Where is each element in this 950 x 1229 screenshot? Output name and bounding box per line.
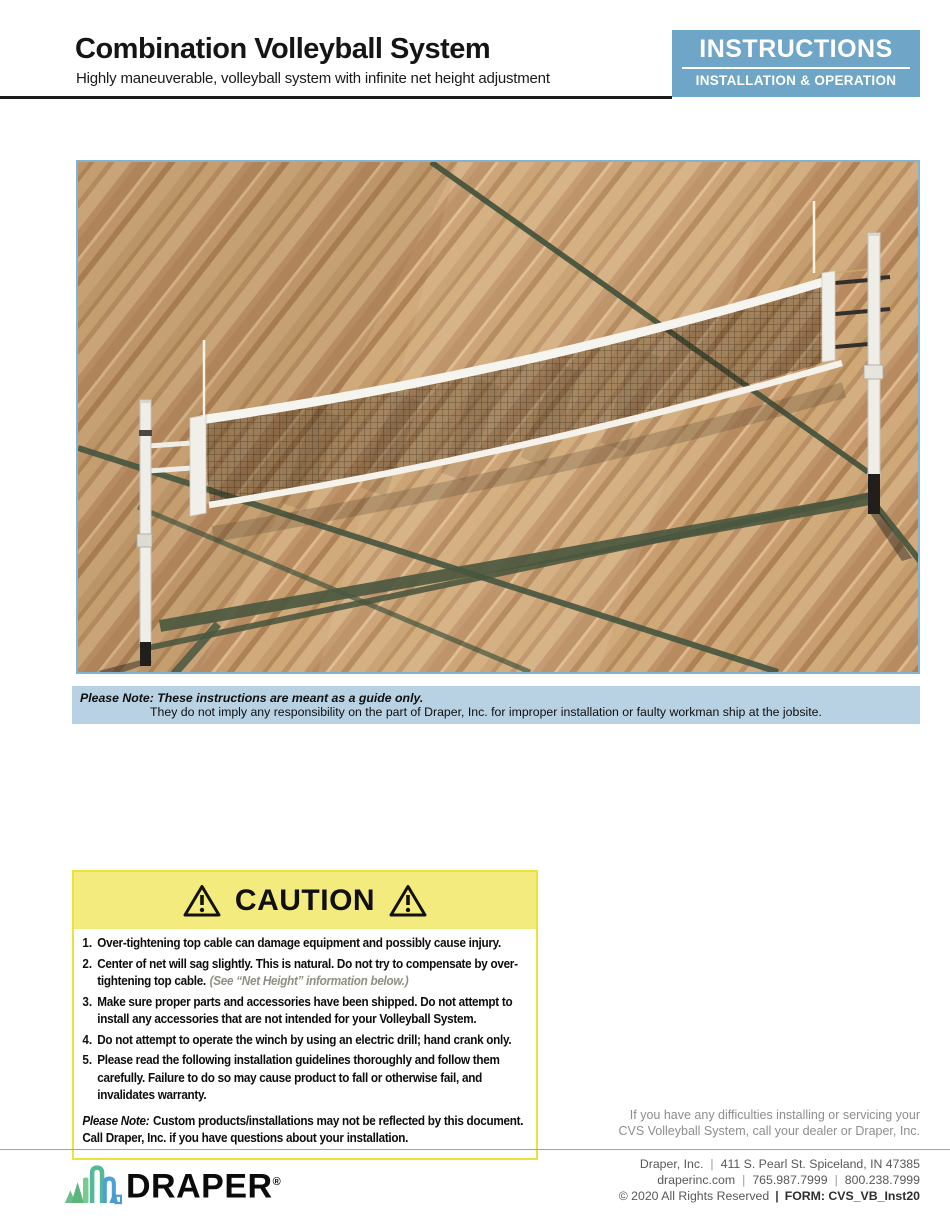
badge-title: INSTRUCTIONS (682, 33, 910, 69)
separator: | (834, 1173, 838, 1187)
footer-rule (0, 1149, 950, 1150)
contact-phone-line (619, 1172, 920, 1188)
caution-item-main: Please read the following installation guidelines thoroughly and follow them carefully. Failure to do so may cause product to fall or otherwise fail, and invalidates warranty. (97, 1053, 500, 1102)
caution-item (82, 1032, 530, 1050)
caution-box (72, 870, 538, 1160)
warning-triangle-icon (389, 884, 427, 918)
left-winch (137, 534, 152, 547)
contact-copyright-line (619, 1188, 920, 1204)
caution-footnote-text: Custom products/installations may not be reflected by this document. Call Draper, Inc. if you have questions about your installation. (82, 1113, 524, 1145)
caution-item-number: 2. (82, 956, 93, 971)
caution-footnote-label: Please Note: (82, 1113, 150, 1128)
caution-header (74, 872, 536, 929)
brand-wordmark (126, 1160, 281, 1208)
caution-title: CAUTION (234, 883, 376, 917)
draper-logo (64, 1160, 281, 1208)
caution-item-text (97, 1052, 530, 1105)
copyright-text: © 2020 All Rights Reserved (618, 1189, 770, 1203)
instructions-badge (672, 30, 920, 97)
contact-address-line (619, 1156, 920, 1172)
note-line1: Please Note: These instructions are meant as a guide only. (80, 691, 424, 705)
caution-item-number: 4. (82, 1032, 93, 1047)
phone-local: 765.987.7999 (752, 1173, 828, 1187)
separator: | (775, 1189, 779, 1203)
caution-item-number: 3. (82, 994, 93, 1009)
caution-list (74, 935, 536, 1105)
caution-item-main: Make sure proper parts and accessories have been shipped. Do not attempt to install any accessories that are not intended for your Volleyball System. (97, 994, 513, 1026)
right-winch (864, 365, 883, 379)
hero-court-image (76, 160, 920, 674)
form-number: FORM: CVS_VB_Inst20 (784, 1189, 920, 1203)
caution-item-text (97, 956, 530, 991)
badge-subtitle: INSTALLATION & OPERATION (695, 73, 897, 88)
warning-triangle-icon (183, 884, 221, 918)
caution-item-text (97, 1032, 530, 1050)
caution-body (74, 935, 536, 1148)
caution-item (82, 1052, 530, 1105)
caution-item-text (97, 994, 530, 1029)
caution-item (82, 935, 530, 953)
note-line2: They do not imply any responsibility on the part of Draper, Inc. for improper installation or faulty workman ship at the jobsite. (150, 705, 822, 719)
help-text (618, 1108, 920, 1139)
footer-contact (619, 1156, 920, 1204)
company-name: Draper, Inc. (639, 1157, 704, 1171)
caution-item-number: 5. (82, 1053, 93, 1067)
street-address: 411 S. Pearl St. Spiceland, IN 47385 (720, 1157, 920, 1171)
guide-note-box (72, 686, 920, 724)
caution-item-text (97, 935, 530, 953)
help-line1: If you have any difficulties installing or servicing your (629, 1108, 920, 1122)
volleyball-court-illustration (78, 162, 918, 672)
phone-tollfree: 800.238.7999 (844, 1173, 920, 1187)
page-subtitle: Highly maneuverable, volleyball system with infinite net height adjustment (76, 70, 550, 87)
help-line2: CVS Volleyball System, call your dealer or Draper, Inc. (618, 1123, 920, 1138)
caution-item-number: 1. (82, 936, 93, 950)
page-title: Combination Volleyball System (75, 33, 491, 65)
caution-footnote (82, 1113, 527, 1148)
caution-item-main: Over-tightening top cable can damage equipment and possibly cause injury. (97, 936, 502, 950)
caution-item-main: Center of net will sag slightly. This is natural. Do not try to compensate by over-tightening top cable. (97, 956, 518, 988)
caution-item (82, 956, 530, 991)
caution-item (82, 994, 530, 1029)
website: draperinc.com (657, 1173, 736, 1187)
registered-mark: ® (272, 1176, 282, 1188)
header-rule (0, 96, 672, 99)
separator: | (742, 1173, 746, 1187)
caution-item-note: (See “Net Height” information below.) (209, 974, 409, 988)
separator: | (710, 1157, 714, 1171)
brand-name: DRAPER (126, 1167, 273, 1206)
caution-item-main: Do not attempt to operate the winch by using an electric drill; hand crank only. (97, 1032, 512, 1047)
draper-skyline-icon (64, 1160, 122, 1208)
